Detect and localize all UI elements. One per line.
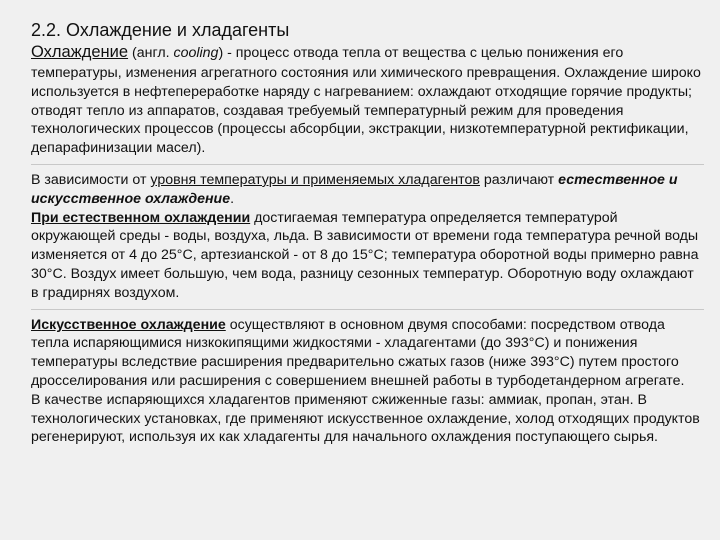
artificial-section: [31, 309, 704, 448]
artificial-cooling-paragraph: [31, 316, 704, 391]
definition-term: Охлаждение: [31, 43, 129, 61]
classification-emphasis: естественное и искусственное охлаждение: [31, 171, 678, 207]
definition-paragraph: [31, 41, 704, 158]
classification-section: [31, 164, 704, 303]
classification-link: уровня температуры и применяемых хладагентов: [150, 171, 480, 188]
natural-cooling-paragraph: [31, 209, 704, 303]
page-title: 2.2. Охлаждение и хладагенты: [31, 20, 290, 40]
artificial-cooling-text: осуществляют в основном двумя способами: посредством отвода тепла испаряющимися низкокипящими жидкостями - хладагентами (до 393°С) и понижения температуры вследствие расширения предварительно сжатых газов (ниже 393°С) путем простого дросселирования или расширения с совершением внешней работы в турбодетандерном агрегате.: [31, 316, 685, 389]
definition-english: cooling: [173, 45, 219, 61]
artificial-cooling-term: Искусственное охлаждение: [31, 316, 226, 333]
refrigerants-paragraph: В качестве испаряющихся хладагентов применяют сжиженные газы: аммиак, пропан, этан. В технологических установках, где применяют искусственное охлаждение, холод отходящих продуктов регенерируют, используя их как хладагенты для начального охлаждения поступающего сырья.: [31, 391, 700, 446]
definition-lead: (англ.: [128, 45, 174, 61]
classification-paragraph: В зависимости от уровня температуры и применяемых хладагентов различают естественное и искусственное охлаждение.: [31, 171, 678, 207]
natural-cooling-text: достигаемая температура определяется температурой окружающей среды - воды, воздуха, льда. В зависимости от времени года температура речной воды изменяется от 4 до 25°С, артезианской - от 8 до 15°С; температура оборотной воды примерно равна 30°С. Воздух имеет большую, чем вода, разницу сезонных температур. Оборотную воду охлаждают в градирнях воздухом.: [31, 209, 699, 301]
definition-text: ) - процесс отвода тепла от вещества с целью понижения его температуры, изменения агрегатного состояния или химического превращения. Охлаждение широко используется в нефтепереработке наряду с нагреванием: охлаждают отходящие горячие продукты; отводят тепло из аппаратов, создавая требуемый температурный режим для проведения технологических процессов (процессы абсорбции, экстракции, низкотемпературной ректификации, депарафинизации масел).: [31, 45, 701, 157]
natural-cooling-term: При естественном охлаждении: [31, 209, 251, 226]
